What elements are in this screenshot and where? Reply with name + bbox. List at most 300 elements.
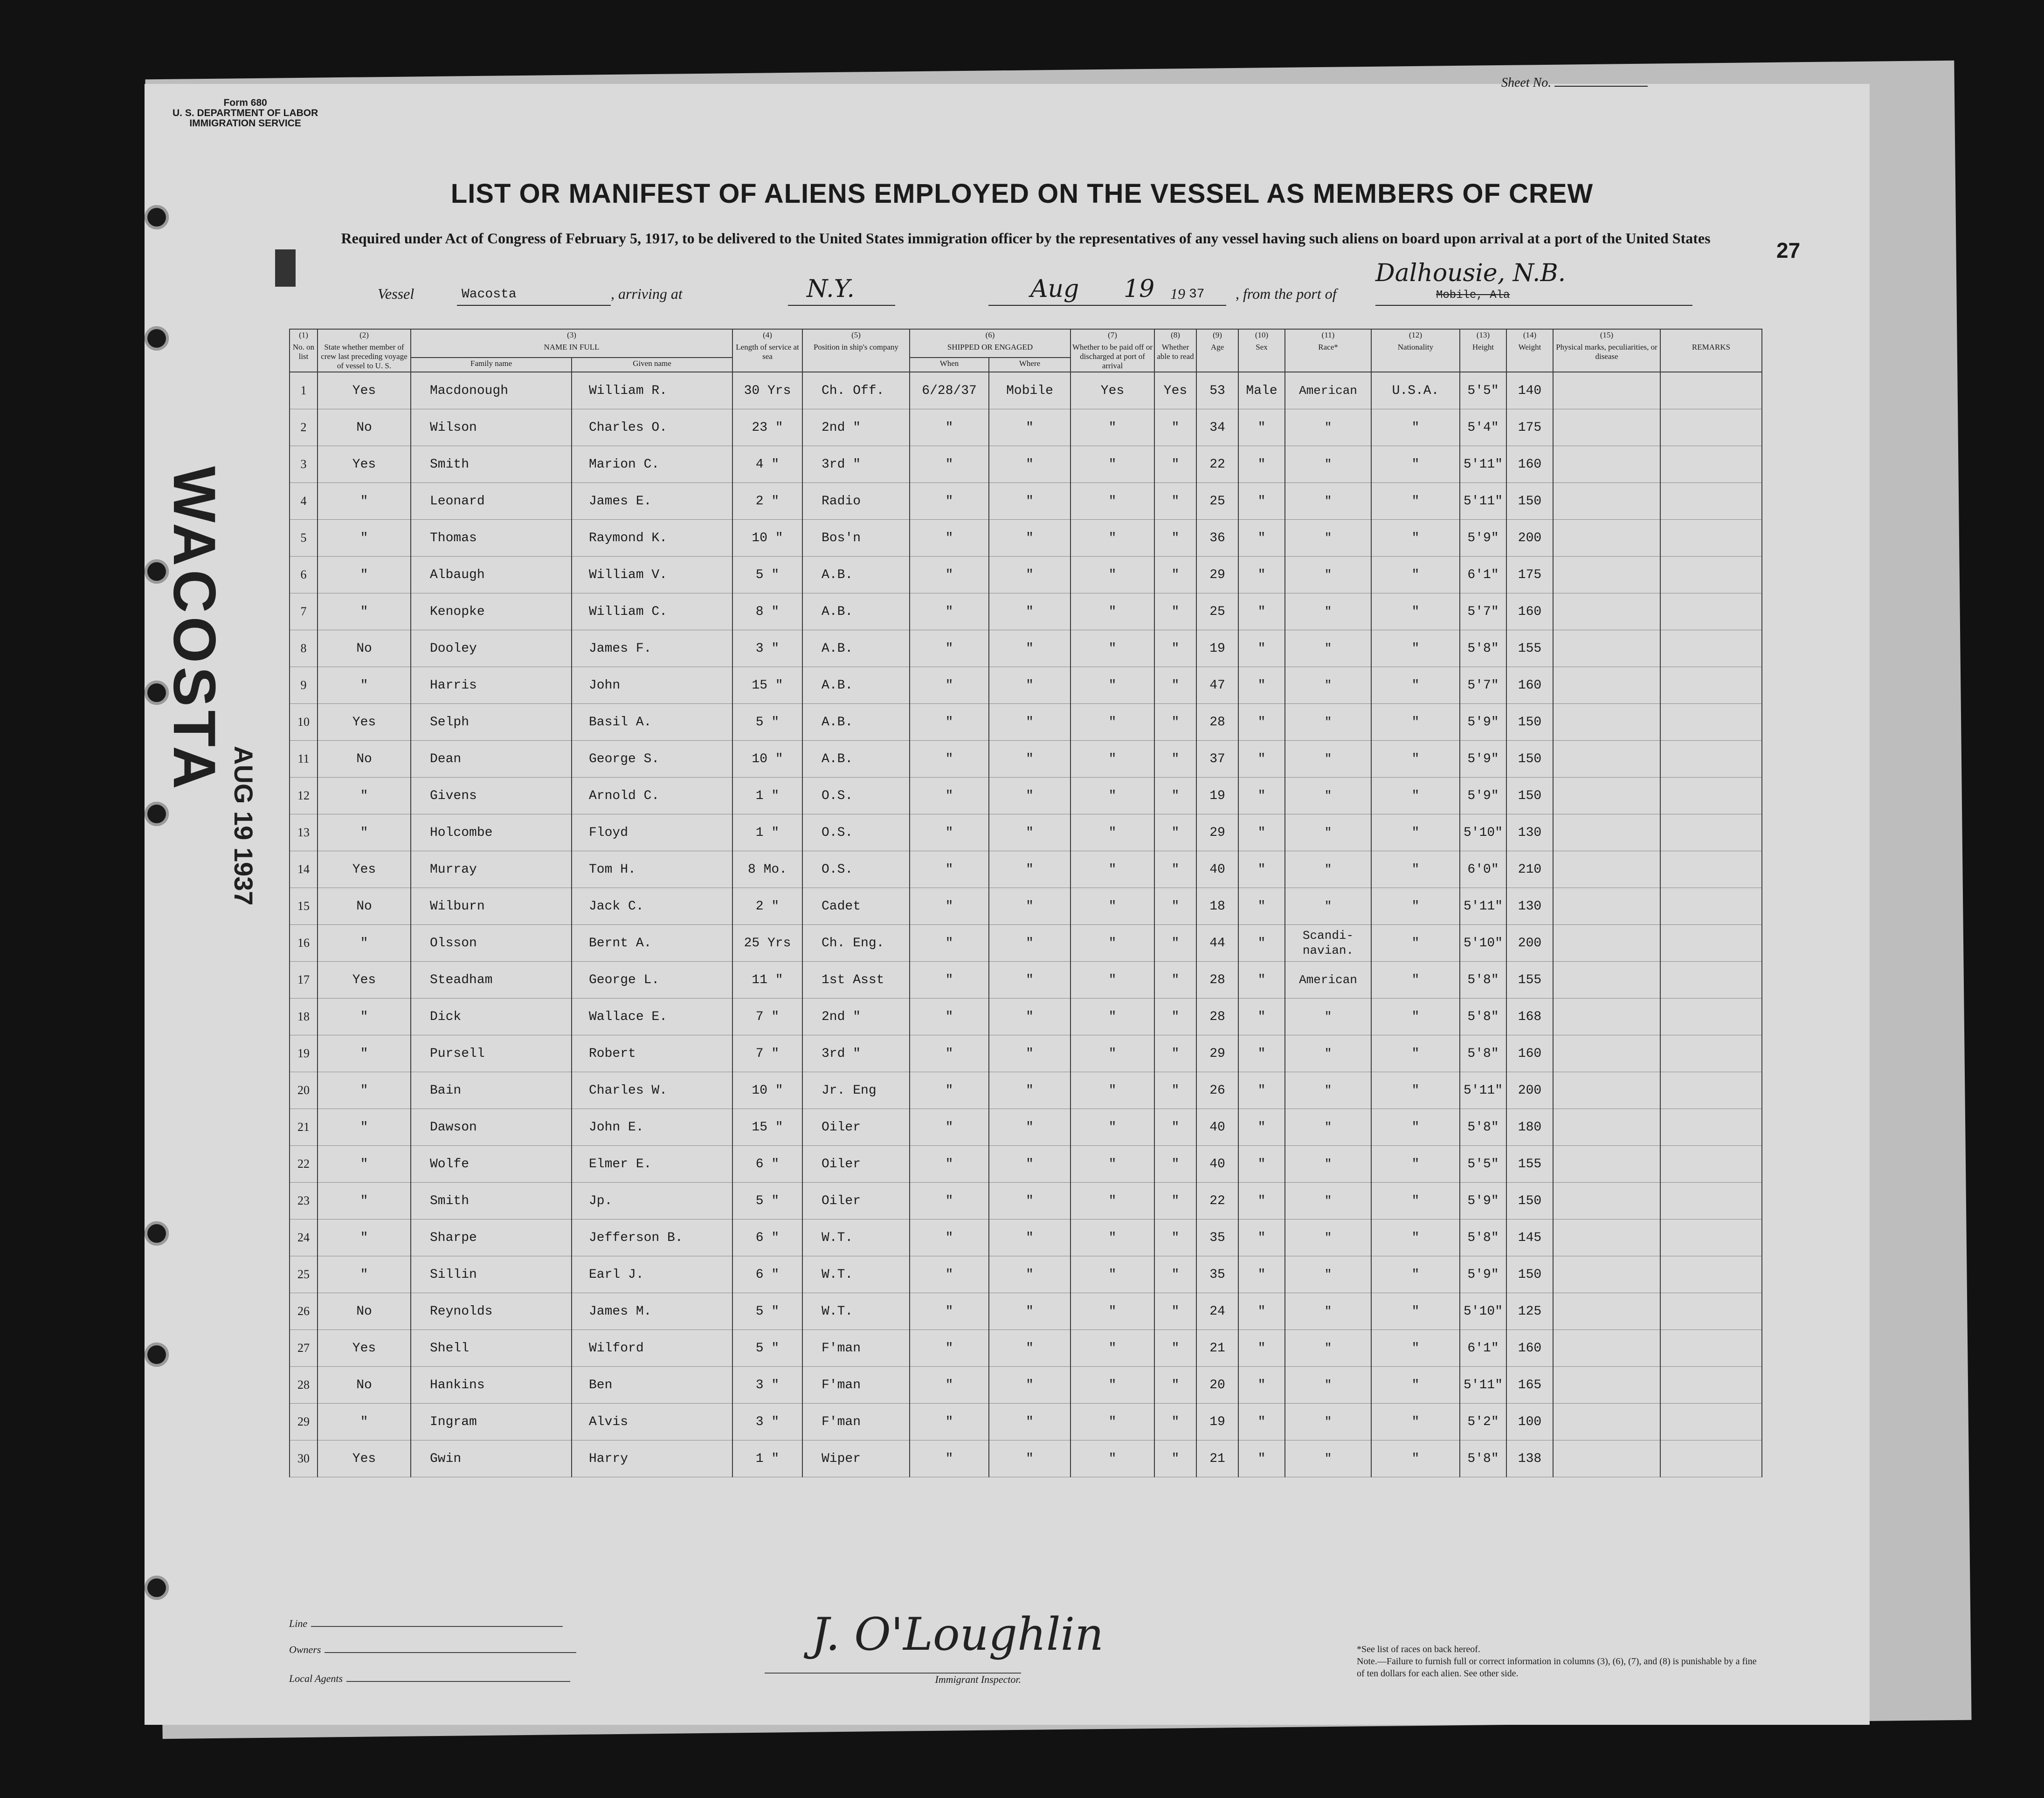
shipped-where-cell[interactable]: " (989, 851, 1070, 888)
shipped-where-cell[interactable]: " (989, 557, 1070, 593)
able-to-read-cell[interactable]: " (1154, 483, 1196, 520)
able-to-read-cell[interactable]: " (1154, 446, 1196, 483)
physical-marks-cell[interactable] (1553, 1293, 1660, 1330)
line-number-cell[interactable]: 18 (290, 999, 318, 1035)
position-cell[interactable]: Bos'n (802, 520, 910, 557)
position-cell[interactable]: F'man (802, 1330, 910, 1367)
shipped-where-cell[interactable]: " (989, 704, 1070, 741)
position-cell[interactable]: A.B. (802, 741, 910, 778)
race-cell[interactable]: " (1285, 593, 1371, 630)
physical-marks-cell[interactable] (1553, 778, 1660, 814)
able-to-read-cell[interactable]: " (1154, 814, 1196, 851)
position-cell[interactable]: 1st Asst (802, 962, 910, 999)
family-name-cell[interactable]: Olsson (411, 925, 572, 962)
remarks-cell[interactable] (1660, 1183, 1762, 1219)
sex-cell[interactable]: " (1238, 446, 1285, 483)
able-to-read-cell[interactable]: " (1154, 1440, 1196, 1477)
height-cell[interactable]: 5'7" (1460, 593, 1506, 630)
physical-marks-cell[interactable] (1553, 741, 1660, 778)
line-number-cell[interactable]: 3 (290, 446, 318, 483)
given-name-cell[interactable]: Raymond K. (572, 520, 732, 557)
shipped-when-cell[interactable]: " (910, 1330, 989, 1367)
physical-marks-cell[interactable] (1553, 1256, 1660, 1293)
height-cell[interactable]: 5'8" (1460, 630, 1506, 667)
age-cell[interactable]: 26 (1196, 1072, 1238, 1109)
given-name-cell[interactable]: James F. (572, 630, 732, 667)
weight-cell[interactable]: 175 (1506, 557, 1553, 593)
shipped-when-cell[interactable]: " (910, 1367, 989, 1404)
remarks-cell[interactable] (1660, 1146, 1762, 1183)
remarks-cell[interactable] (1660, 962, 1762, 999)
remarks-cell[interactable] (1660, 1219, 1762, 1256)
able-to-read-cell[interactable]: " (1154, 593, 1196, 630)
paid-off-cell[interactable]: " (1070, 778, 1154, 814)
line-number-cell[interactable]: 6 (290, 557, 318, 593)
previous-voyage-cell[interactable]: " (318, 925, 411, 962)
line-blank[interactable] (311, 1626, 563, 1627)
service-length-cell[interactable]: 3 " (732, 1404, 802, 1440)
family-name-cell[interactable]: Dawson (411, 1109, 572, 1146)
previous-voyage-cell[interactable]: " (318, 778, 411, 814)
shipped-where-cell[interactable]: " (989, 778, 1070, 814)
weight-cell[interactable]: 165 (1506, 1367, 1553, 1404)
able-to-read-cell[interactable]: " (1154, 778, 1196, 814)
position-cell[interactable]: Oiler (802, 1183, 910, 1219)
sex-cell[interactable]: " (1238, 593, 1285, 630)
family-name-cell[interactable]: Bain (411, 1072, 572, 1109)
given-name-cell[interactable]: Jack C. (572, 888, 732, 925)
physical-marks-cell[interactable] (1553, 520, 1660, 557)
shipped-when-cell[interactable]: " (910, 1293, 989, 1330)
given-name-cell[interactable]: Wallace E. (572, 999, 732, 1035)
nationality-cell[interactable]: " (1371, 1367, 1460, 1404)
able-to-read-cell[interactable]: " (1154, 1330, 1196, 1367)
shipped-when-cell[interactable]: " (910, 1256, 989, 1293)
remarks-cell[interactable] (1660, 999, 1762, 1035)
shipped-when-cell[interactable]: " (910, 667, 989, 704)
service-length-cell[interactable]: 25 Yrs (732, 925, 802, 962)
previous-voyage-cell[interactable]: No (318, 1367, 411, 1404)
able-to-read-cell[interactable]: " (1154, 1072, 1196, 1109)
physical-marks-cell[interactable] (1553, 814, 1660, 851)
previous-voyage-cell[interactable]: " (318, 667, 411, 704)
service-length-cell[interactable]: 7 " (732, 999, 802, 1035)
family-name-cell[interactable]: Kenopke (411, 593, 572, 630)
nationality-cell[interactable]: " (1371, 962, 1460, 999)
shipped-where-cell[interactable]: " (989, 1072, 1070, 1109)
previous-voyage-cell[interactable]: No (318, 1293, 411, 1330)
position-cell[interactable]: A.B. (802, 667, 910, 704)
weight-cell[interactable]: 150 (1506, 1256, 1553, 1293)
weight-cell[interactable]: 160 (1506, 593, 1553, 630)
paid-off-cell[interactable]: " (1070, 557, 1154, 593)
family-name-cell[interactable]: Givens (411, 778, 572, 814)
given-name-cell[interactable]: Alvis (572, 1404, 732, 1440)
shipped-when-cell[interactable]: " (910, 1219, 989, 1256)
sex-cell[interactable]: " (1238, 557, 1285, 593)
shipped-when-cell[interactable]: " (910, 1109, 989, 1146)
able-to-read-cell[interactable]: " (1154, 1109, 1196, 1146)
nationality-cell[interactable]: " (1371, 741, 1460, 778)
family-name-cell[interactable]: Dooley (411, 630, 572, 667)
service-length-cell[interactable]: 6 " (732, 1256, 802, 1293)
service-length-cell[interactable]: 2 " (732, 483, 802, 520)
remarks-cell[interactable] (1660, 778, 1762, 814)
given-name-cell[interactable]: Arnold C. (572, 778, 732, 814)
able-to-read-cell[interactable]: " (1154, 999, 1196, 1035)
age-cell[interactable]: 24 (1196, 1293, 1238, 1330)
given-name-cell[interactable]: Wilford (572, 1330, 732, 1367)
age-cell[interactable]: 40 (1196, 1146, 1238, 1183)
able-to-read-cell[interactable]: Yes (1154, 372, 1196, 409)
nationality-cell[interactable]: " (1371, 1072, 1460, 1109)
able-to-read-cell[interactable]: " (1154, 851, 1196, 888)
nationality-cell[interactable]: " (1371, 630, 1460, 667)
service-length-cell[interactable]: 4 " (732, 446, 802, 483)
race-cell[interactable]: " (1285, 1404, 1371, 1440)
previous-voyage-cell[interactable]: No (318, 888, 411, 925)
weight-cell[interactable]: 130 (1506, 814, 1553, 851)
remarks-cell[interactable] (1660, 814, 1762, 851)
height-cell[interactable]: 5'8" (1460, 1035, 1506, 1072)
arrival-year[interactable]: 37 (1189, 287, 1205, 302)
nationality-cell[interactable]: " (1371, 1330, 1460, 1367)
age-cell[interactable]: 40 (1196, 851, 1238, 888)
shipped-when-cell[interactable]: " (910, 814, 989, 851)
physical-marks-cell[interactable] (1553, 372, 1660, 409)
departure-port-handwritten[interactable]: Dalhousie, N.B. (1375, 259, 1566, 287)
line-number-cell[interactable]: 22 (290, 1146, 318, 1183)
vessel-name[interactable]: Wacosta (462, 287, 517, 302)
sex-cell[interactable]: " (1238, 630, 1285, 667)
family-name-cell[interactable]: Leonard (411, 483, 572, 520)
service-length-cell[interactable]: 3 " (732, 630, 802, 667)
family-name-cell[interactable]: Wilburn (411, 888, 572, 925)
given-name-cell[interactable]: Basil A. (572, 704, 732, 741)
sex-cell[interactable]: " (1238, 778, 1285, 814)
shipped-where-cell[interactable]: " (989, 1146, 1070, 1183)
age-cell[interactable]: 34 (1196, 409, 1238, 446)
race-cell[interactable]: " (1285, 1367, 1371, 1404)
remarks-cell[interactable] (1660, 741, 1762, 778)
remarks-cell[interactable] (1660, 483, 1762, 520)
paid-off-cell[interactable]: " (1070, 962, 1154, 999)
height-cell[interactable]: 5'9" (1460, 520, 1506, 557)
shipped-where-cell[interactable]: " (989, 1293, 1070, 1330)
race-cell[interactable]: " (1285, 1440, 1371, 1477)
previous-voyage-cell[interactable]: No (318, 741, 411, 778)
weight-cell[interactable]: 160 (1506, 1330, 1553, 1367)
position-cell[interactable]: O.S. (802, 814, 910, 851)
paid-off-cell[interactable]: " (1070, 814, 1154, 851)
shipped-where-cell[interactable]: " (989, 1367, 1070, 1404)
age-cell[interactable]: 25 (1196, 593, 1238, 630)
remarks-cell[interactable] (1660, 851, 1762, 888)
given-name-cell[interactable]: James E. (572, 483, 732, 520)
service-length-cell[interactable]: 10 " (732, 520, 802, 557)
physical-marks-cell[interactable] (1553, 1367, 1660, 1404)
weight-cell[interactable]: 160 (1506, 667, 1553, 704)
line-number-cell[interactable]: 5 (290, 520, 318, 557)
weight-cell[interactable]: 155 (1506, 630, 1553, 667)
family-name-cell[interactable]: Steadham (411, 962, 572, 999)
race-cell[interactable]: Scandi- navian. (1285, 925, 1371, 962)
weight-cell[interactable]: 138 (1506, 1440, 1553, 1477)
nationality-cell[interactable]: " (1371, 704, 1460, 741)
weight-cell[interactable]: 200 (1506, 520, 1553, 557)
service-length-cell[interactable]: 6 " (732, 1146, 802, 1183)
height-cell[interactable]: 5'8" (1460, 962, 1506, 999)
race-cell[interactable]: " (1285, 888, 1371, 925)
service-length-cell[interactable]: 10 " (732, 1072, 802, 1109)
weight-cell[interactable]: 150 (1506, 1183, 1553, 1219)
able-to-read-cell[interactable]: " (1154, 630, 1196, 667)
remarks-cell[interactable] (1660, 1072, 1762, 1109)
service-length-cell[interactable]: 30 Yrs (732, 372, 802, 409)
age-cell[interactable]: 21 (1196, 1440, 1238, 1477)
line-number-cell[interactable]: 30 (290, 1440, 318, 1477)
line-number-cell[interactable]: 12 (290, 778, 318, 814)
able-to-read-cell[interactable]: " (1154, 925, 1196, 962)
paid-off-cell[interactable]: " (1070, 1219, 1154, 1256)
paid-off-cell[interactable]: Yes (1070, 372, 1154, 409)
paid-off-cell[interactable]: " (1070, 1330, 1154, 1367)
previous-voyage-cell[interactable]: Yes (318, 1440, 411, 1477)
sex-cell[interactable]: " (1238, 704, 1285, 741)
nationality-cell[interactable]: " (1371, 888, 1460, 925)
previous-voyage-cell[interactable]: Yes (318, 1330, 411, 1367)
sex-cell[interactable]: " (1238, 1109, 1285, 1146)
nationality-cell[interactable]: " (1371, 667, 1460, 704)
family-name-cell[interactable]: Holcombe (411, 814, 572, 851)
physical-marks-cell[interactable] (1553, 704, 1660, 741)
position-cell[interactable]: W.T. (802, 1219, 910, 1256)
height-cell[interactable]: 5'10" (1460, 925, 1506, 962)
previous-voyage-cell[interactable]: Yes (318, 372, 411, 409)
family-name-cell[interactable]: Murray (411, 851, 572, 888)
physical-marks-cell[interactable] (1553, 962, 1660, 999)
age-cell[interactable]: 22 (1196, 446, 1238, 483)
nationality-cell[interactable]: " (1371, 557, 1460, 593)
weight-cell[interactable]: 200 (1506, 1072, 1553, 1109)
height-cell[interactable]: 5'8" (1460, 1219, 1506, 1256)
race-cell[interactable]: " (1285, 999, 1371, 1035)
line-number-cell[interactable]: 19 (290, 1035, 318, 1072)
physical-marks-cell[interactable] (1553, 1330, 1660, 1367)
previous-voyage-cell[interactable]: " (318, 814, 411, 851)
sex-cell[interactable]: " (1238, 741, 1285, 778)
nationality-cell[interactable]: " (1371, 925, 1460, 962)
shipped-where-cell[interactable]: " (989, 630, 1070, 667)
height-cell[interactable]: 5'2" (1460, 1404, 1506, 1440)
line-number-cell[interactable]: 26 (290, 1293, 318, 1330)
remarks-cell[interactable] (1660, 1404, 1762, 1440)
paid-off-cell[interactable]: " (1070, 520, 1154, 557)
remarks-cell[interactable] (1660, 1440, 1762, 1477)
nationality-cell[interactable]: " (1371, 446, 1460, 483)
position-cell[interactable]: A.B. (802, 593, 910, 630)
position-cell[interactable]: Oiler (802, 1146, 910, 1183)
age-cell[interactable]: 22 (1196, 1183, 1238, 1219)
height-cell[interactable]: 5'8" (1460, 999, 1506, 1035)
paid-off-cell[interactable]: " (1070, 1293, 1154, 1330)
height-cell[interactable]: 5'9" (1460, 741, 1506, 778)
height-cell[interactable]: 6'1" (1460, 1330, 1506, 1367)
shipped-where-cell[interactable]: " (989, 667, 1070, 704)
shipped-when-cell[interactable]: " (910, 630, 989, 667)
sex-cell[interactable]: " (1238, 1183, 1285, 1219)
remarks-cell[interactable] (1660, 1256, 1762, 1293)
previous-voyage-cell[interactable]: No (318, 630, 411, 667)
service-length-cell[interactable]: 5 " (732, 1330, 802, 1367)
height-cell[interactable]: 5'5" (1460, 372, 1506, 409)
line-number-cell[interactable]: 8 (290, 630, 318, 667)
weight-cell[interactable]: 150 (1506, 778, 1553, 814)
shipped-where-cell[interactable]: " (989, 1256, 1070, 1293)
given-name-cell[interactable]: Bernt A. (572, 925, 732, 962)
family-name-cell[interactable]: Albaugh (411, 557, 572, 593)
remarks-cell[interactable] (1660, 667, 1762, 704)
shipped-where-cell[interactable]: " (989, 520, 1070, 557)
family-name-cell[interactable]: Smith (411, 1183, 572, 1219)
family-name-cell[interactable]: Ingram (411, 1404, 572, 1440)
sex-cell[interactable]: " (1238, 814, 1285, 851)
nationality-cell[interactable]: " (1371, 1219, 1460, 1256)
able-to-read-cell[interactable]: " (1154, 888, 1196, 925)
shipped-where-cell[interactable]: " (989, 999, 1070, 1035)
remarks-cell[interactable] (1660, 593, 1762, 630)
paid-off-cell[interactable]: " (1070, 1035, 1154, 1072)
sex-cell[interactable]: " (1238, 1035, 1285, 1072)
age-cell[interactable]: 28 (1196, 999, 1238, 1035)
shipped-when-cell[interactable]: " (910, 446, 989, 483)
nationality-cell[interactable]: " (1371, 1183, 1460, 1219)
previous-voyage-cell[interactable]: " (318, 520, 411, 557)
remarks-cell[interactable] (1660, 925, 1762, 962)
sex-cell[interactable]: " (1238, 1219, 1285, 1256)
given-name-cell[interactable]: Floyd (572, 814, 732, 851)
family-name-cell[interactable]: Sillin (411, 1256, 572, 1293)
physical-marks-cell[interactable] (1553, 409, 1660, 446)
race-cell[interactable]: " (1285, 409, 1371, 446)
shipped-when-cell[interactable]: " (910, 409, 989, 446)
remarks-cell[interactable] (1660, 520, 1762, 557)
paid-off-cell[interactable]: " (1070, 1256, 1154, 1293)
able-to-read-cell[interactable]: " (1154, 1293, 1196, 1330)
nationality-cell[interactable]: " (1371, 520, 1460, 557)
given-name-cell[interactable]: George L. (572, 962, 732, 999)
physical-marks-cell[interactable] (1553, 1219, 1660, 1256)
previous-voyage-cell[interactable]: " (318, 1109, 411, 1146)
race-cell[interactable]: " (1285, 1219, 1371, 1256)
family-name-cell[interactable]: Reynolds (411, 1293, 572, 1330)
shipped-when-cell[interactable]: " (910, 851, 989, 888)
able-to-read-cell[interactable]: " (1154, 741, 1196, 778)
service-length-cell[interactable]: 15 " (732, 1109, 802, 1146)
family-name-cell[interactable]: Selph (411, 704, 572, 741)
paid-off-cell[interactable]: " (1070, 1072, 1154, 1109)
physical-marks-cell[interactable] (1553, 1035, 1660, 1072)
family-name-cell[interactable]: Wolfe (411, 1146, 572, 1183)
age-cell[interactable]: 19 (1196, 778, 1238, 814)
previous-voyage-cell[interactable]: " (318, 1219, 411, 1256)
shipped-when-cell[interactable]: " (910, 888, 989, 925)
weight-cell[interactable]: 130 (1506, 888, 1553, 925)
given-name-cell[interactable]: Charles W. (572, 1072, 732, 1109)
shipped-when-cell[interactable]: " (910, 593, 989, 630)
line-number-cell[interactable]: 29 (290, 1404, 318, 1440)
sex-cell[interactable]: " (1238, 1404, 1285, 1440)
paid-off-cell[interactable]: " (1070, 446, 1154, 483)
position-cell[interactable]: O.S. (802, 851, 910, 888)
shipped-when-cell[interactable]: " (910, 557, 989, 593)
shipped-where-cell[interactable]: " (989, 1404, 1070, 1440)
given-name-cell[interactable]: Charles O. (572, 409, 732, 446)
physical-marks-cell[interactable] (1553, 851, 1660, 888)
position-cell[interactable]: 2nd " (802, 409, 910, 446)
shipped-where-cell[interactable]: " (989, 1035, 1070, 1072)
nationality-cell[interactable]: " (1371, 1293, 1460, 1330)
shipped-when-cell[interactable]: " (910, 483, 989, 520)
height-cell[interactable]: 5'9" (1460, 704, 1506, 741)
race-cell[interactable]: " (1285, 557, 1371, 593)
weight-cell[interactable]: 175 (1506, 409, 1553, 446)
paid-off-cell[interactable]: " (1070, 925, 1154, 962)
weight-cell[interactable]: 150 (1506, 483, 1553, 520)
given-name-cell[interactable]: Tom H. (572, 851, 732, 888)
nationality-cell[interactable]: " (1371, 851, 1460, 888)
height-cell[interactable]: 6'0" (1460, 851, 1506, 888)
nationality-cell[interactable]: " (1371, 1256, 1460, 1293)
race-cell[interactable]: American (1285, 372, 1371, 409)
position-cell[interactable]: 3rd " (802, 446, 910, 483)
given-name-cell[interactable]: William C. (572, 593, 732, 630)
height-cell[interactable]: 5'11" (1460, 446, 1506, 483)
paid-off-cell[interactable]: " (1070, 593, 1154, 630)
able-to-read-cell[interactable]: " (1154, 962, 1196, 999)
weight-cell[interactable]: 160 (1506, 446, 1553, 483)
age-cell[interactable]: 18 (1196, 888, 1238, 925)
race-cell[interactable]: " (1285, 1293, 1371, 1330)
shipped-where-cell[interactable]: " (989, 593, 1070, 630)
weight-cell[interactable]: 168 (1506, 999, 1553, 1035)
race-cell[interactable]: " (1285, 741, 1371, 778)
remarks-cell[interactable] (1660, 446, 1762, 483)
able-to-read-cell[interactable]: " (1154, 1146, 1196, 1183)
paid-off-cell[interactable]: " (1070, 1404, 1154, 1440)
sex-cell[interactable]: " (1238, 851, 1285, 888)
physical-marks-cell[interactable] (1553, 667, 1660, 704)
family-name-cell[interactable]: Smith (411, 446, 572, 483)
sex-cell[interactable]: " (1238, 1293, 1285, 1330)
shipped-when-cell[interactable]: " (910, 1183, 989, 1219)
paid-off-cell[interactable]: " (1070, 1440, 1154, 1477)
race-cell[interactable]: " (1285, 1330, 1371, 1367)
sex-cell[interactable]: " (1238, 1072, 1285, 1109)
nationality-cell[interactable]: " (1371, 1404, 1460, 1440)
able-to-read-cell[interactable]: " (1154, 409, 1196, 446)
age-cell[interactable]: 35 (1196, 1219, 1238, 1256)
position-cell[interactable]: F'man (802, 1367, 910, 1404)
family-name-cell[interactable]: Macdonough (411, 372, 572, 409)
height-cell[interactable]: 5'11" (1460, 888, 1506, 925)
shipped-when-cell[interactable]: " (910, 962, 989, 999)
age-cell[interactable]: 28 (1196, 962, 1238, 999)
service-length-cell[interactable]: 10 " (732, 741, 802, 778)
given-name-cell[interactable]: John (572, 667, 732, 704)
age-cell[interactable]: 47 (1196, 667, 1238, 704)
position-cell[interactable]: A.B. (802, 630, 910, 667)
